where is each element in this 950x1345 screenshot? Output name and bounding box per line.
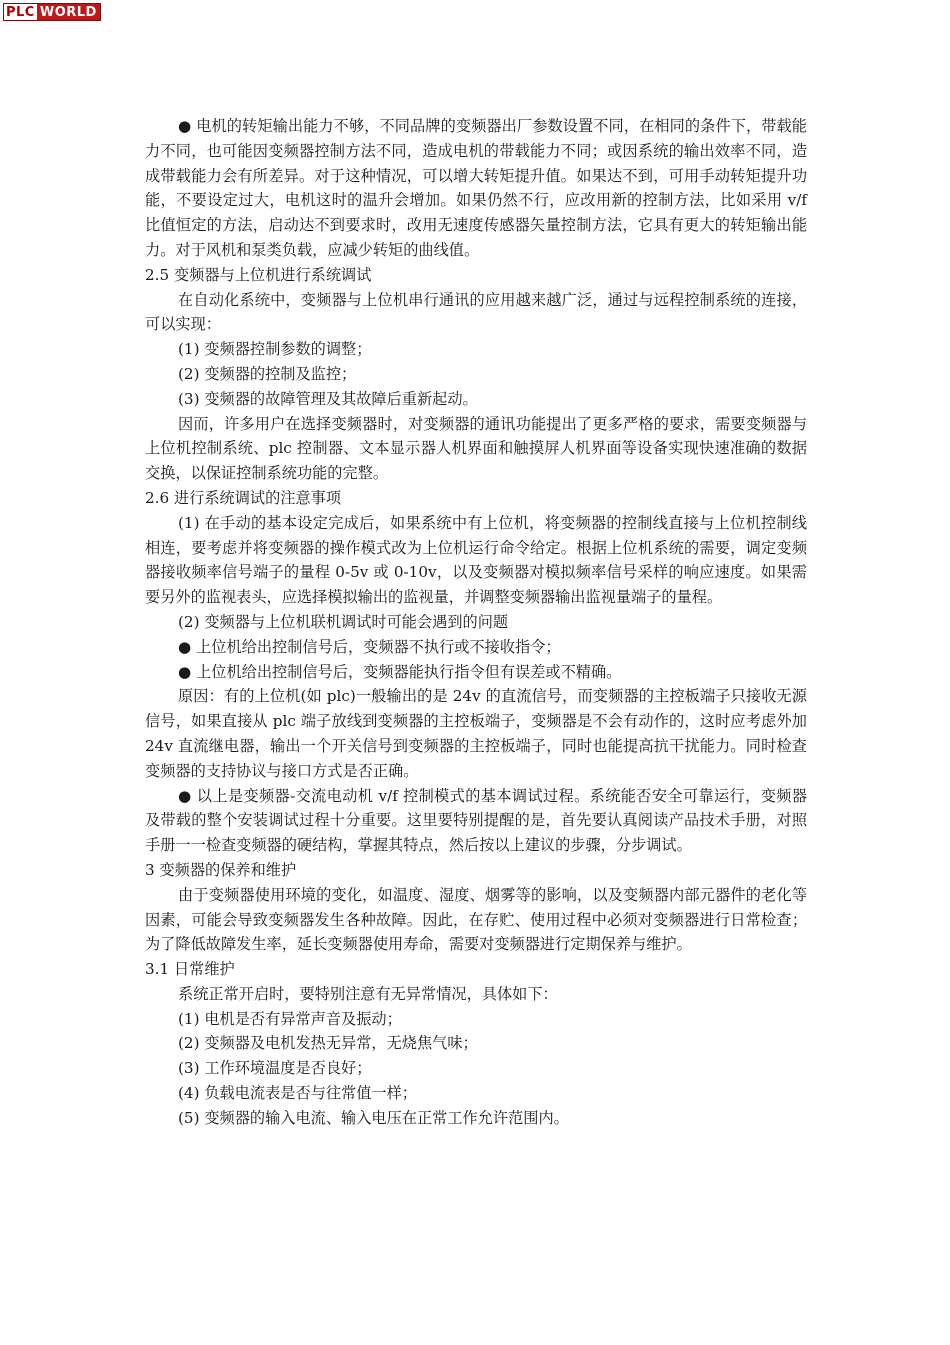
paragraph: (2) 变频器的控制及监控； xyxy=(178,364,357,383)
paragraph: (1) 变频器控制参数的调整； xyxy=(178,340,372,359)
logo-text-world: WORLD xyxy=(37,4,100,20)
paragraph: (3) 工作环境温度是否良好； xyxy=(178,1059,372,1078)
paragraph: (5) 变频器的输入电流、输入电压在正常工作允许范围内。 xyxy=(178,1108,569,1127)
paragraph: 由于变频器使用环境的变化，如温度、湿度、烟雾等的影响，以及变频器内部元器件的老化等因素，可能会导致变频器发生各种故障。因此，在存贮、使用过程中必须对变频器进行日常检查；为了降低故障发生率，延长变频器使用寿命，需要对变频器进行定期保养与维护。 xyxy=(145,885,807,954)
document-body xyxy=(145,114,807,1131)
paragraph: (1) 在手动的基本设定完成后，如果系统中有上位机，将变频器的控制线直接与上位机控制线相连，要考虑并将变频器的操作模式改为上位机运行命令给定。根据上位机系统的需要，调定变频器接收频率信号端子的量程 0-5v 或 0-10v，以及变频器对模拟频率信号采样的响应速度。如果需要另外的监视表头，应选择模拟输出的监视量，并调整变频器输出监视量端子的量程。 xyxy=(145,513,807,607)
paragraph: (1) 电机是否有异常声音及振动； xyxy=(178,1009,402,1028)
section-heading: 3 变频器的保养和维护 xyxy=(145,860,297,879)
paragraph: ● 电机的转矩输出能力不够，不同品牌的变频器出厂参数设置不同，在相同的条件下，带载能力不同，也可能因变频器控制方法不同，造成电机的带载能力不同；或因系统的输出效率不同，造成带载能力会有所差异。对于这种情况，可以增大转矩提升值。如果达不到，可用手动转矩提升功能，不要设定过大，电机这时的温升会增加。如果仍然不行，应改用新的控制方法，比如采用 v/f 比值恒定的方法，启动达不到要求时，改用无速度传感器矢量控制方法，它具有更大的转矩输出能力。对于风机和泵类负载，应减少转矩的曲线值。 xyxy=(145,117,807,259)
section-heading: 2.6 进行系统调试的注意事项 xyxy=(145,488,342,507)
paragraph: ● 上位机给出控制信号后，变频器能执行指令但有误差或不精确。 xyxy=(178,662,622,681)
paragraph: 因而，许多用户在选择变频器时，对变频器的通讯功能提出了更多严格的要求，需要变频器与上位机控制系统、plc 控制器、文本显示器人机界面和触摸屏人机界面等设备实现快速准确的数据交换，以保证控制系统功能的完整。 xyxy=(145,414,807,483)
paragraph: (2) 变频器与上位机联机调试时可能会遇到的问题 xyxy=(178,612,509,631)
plcworld-logo xyxy=(3,3,101,21)
paragraph: ● 上位机给出控制信号后，变频器不执行或不接收指令； xyxy=(178,637,561,656)
section-heading: 2.5 变频器与上位机进行系统调试 xyxy=(145,265,372,284)
paragraph: 系统正常开启时，要特别注意有无异常情况，具体如下： xyxy=(178,984,558,1003)
paragraph: (3) 变频器的故障管理及其故障后重新起动。 xyxy=(178,389,478,408)
section-heading: 3.1 日常维护 xyxy=(145,960,235,979)
paragraph: ● 以上是变频器-交流电动机 v/f 控制模式的基本调试过程。系统能否安全可靠运行，变频器及带载的整个安装调试过程十分重要。这里要特别提醒的是，首先要认真阅读产品技术手册，对照手册一一检查变频器的硬结构，掌握其特点，然后按以上建议的步骤，分步调试。 xyxy=(145,786,807,855)
logo-text-plc: PLC xyxy=(6,5,35,20)
paragraph: (4) 负载电流表是否与往常值一样； xyxy=(178,1084,417,1103)
paragraph: (2) 变频器及电机发热无异常，无烧焦气味； xyxy=(178,1034,478,1053)
paragraph: 在自动化系统中，变频器与上位机串行通讯的应用越来越广泛，通过与远程控制系统的连接，可以实现： xyxy=(145,290,807,334)
paragraph: 原因：有的上位机(如 plc)一般输出的是 24v 的直流信号，而变频器的主控板端子只接收无源信号，如果直接从 plc 端子放线到变频器的主控板端子，变频器是不会有动作的，这时应考虑外加 24v 直流继电器，输出一个开关信号到变频器的主控板端子，同时也能提高抗干扰能力。同时检查变频器的支持协议与接口方式是否正确。 xyxy=(145,687,807,780)
